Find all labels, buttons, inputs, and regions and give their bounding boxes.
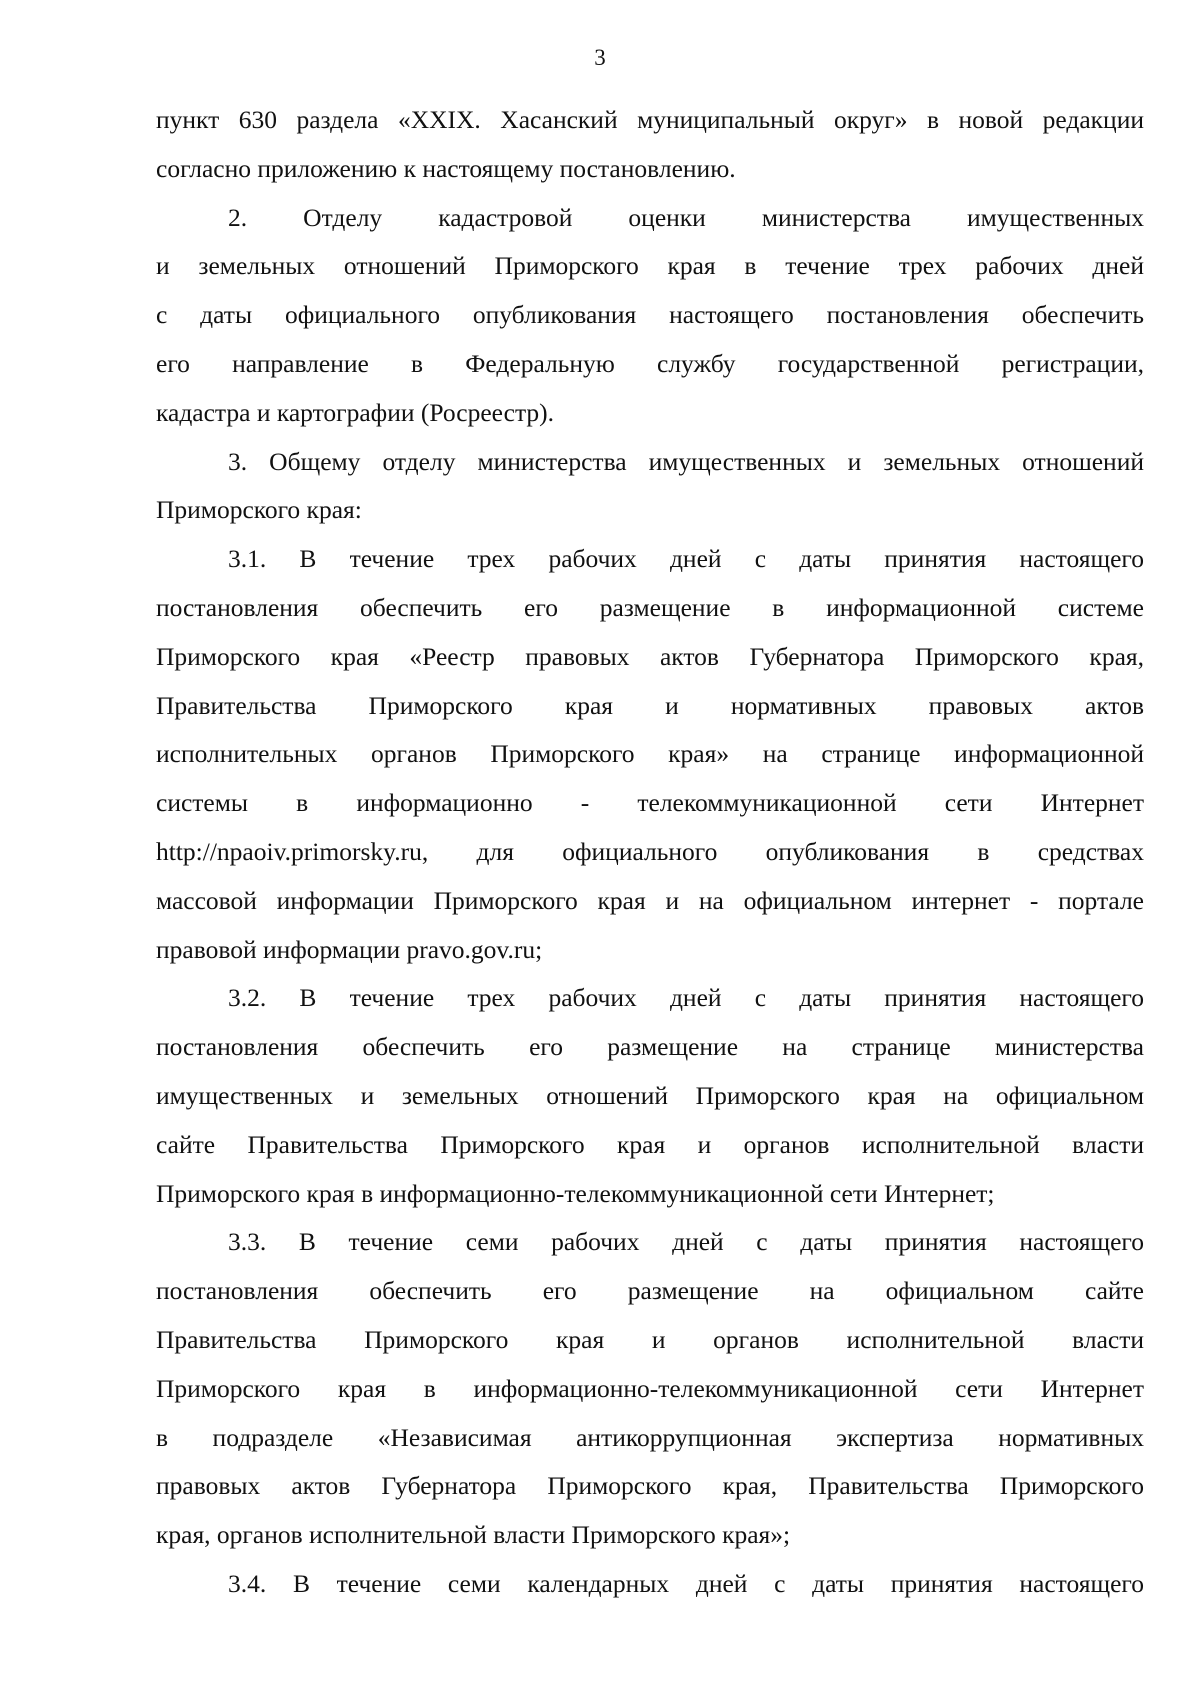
text-line: его направление в Федеральную службу государственной регистрации, — [156, 348, 1144, 378]
text-line: Правительства Приморского края и нормативных правовых актов — [156, 690, 1144, 720]
text-line: http://npaoiv.primorsky.ru, для официального опубликования в средствах — [156, 836, 1144, 866]
text-line: 3.4. В течение семи календарных дней с даты принятия настоящего — [228, 1568, 1144, 1598]
text-line: постановления обеспечить его размещение на странице министерства — [156, 1032, 1144, 1062]
text-line: края, органов исполнительной власти Приморского края»; — [156, 1520, 791, 1550]
text-line: кадастра и картографии (Росреестр). — [156, 397, 555, 427]
paragraph-continuation — [156, 96, 1144, 194]
text-line: и земельных отношений Приморского края в течение трех рабочих дней — [156, 251, 1144, 281]
text-line: пункт 630 раздела «XXIX. Хасанский муниципальный округ» в новой редакции — [156, 105, 1144, 134]
text-line: 3.3. В течение семи рабочих дней с даты принятия настоящего — [228, 1227, 1144, 1257]
paragraph-3-4 — [156, 1560, 1144, 1609]
text-line: сайте Правительства Приморского края и органов исполнительной власти — [156, 1129, 1144, 1159]
text-line: согласно приложению к настоящему постановлению. — [156, 153, 736, 183]
page-number: 3 — [594, 45, 606, 70]
text-line: постановления обеспечить его размещение на официальном сайте — [156, 1276, 1144, 1306]
text-line: системы в информационно - телекоммуникационной сети Интернет — [156, 788, 1144, 818]
text-line: массовой информации Приморского края и на официальном интернет - портале — [156, 885, 1144, 915]
paragraph-3-2 — [156, 974, 1144, 1218]
text-line: исполнительных органов Приморского края» на странице информационной — [156, 739, 1144, 769]
text-line: Приморского края «Реестр правовых актов Губернатора Приморского края, — [156, 641, 1144, 671]
paragraph-3 — [156, 438, 1144, 536]
text-line: постановления обеспечить его размещение в информационной системе — [156, 592, 1144, 622]
text-line: Приморского края в информационно-телекоммуникационной сети Интернет — [156, 1373, 1144, 1403]
document-body — [156, 96, 1144, 1609]
text-line: Правительства Приморского края и органов исполнительной власти — [156, 1324, 1144, 1354]
paragraph-2 — [156, 194, 1144, 438]
text-line: Приморского края: — [156, 495, 362, 525]
paragraph-3-1 — [156, 535, 1144, 974]
text-line: Приморского края в информационно-телекоммуникационной сети Интернет; — [156, 1178, 995, 1208]
text-line: имущественных и земельных отношений Приморского края на официальном — [156, 1080, 1144, 1110]
text-line: правовых актов Губернатора Приморского края, Правительства Приморского — [156, 1471, 1144, 1501]
text-line: 3. Общему отделу министерства имущественных и земельных отношений — [228, 446, 1144, 476]
text-line: правовой информации pravo.gov.ru; — [156, 934, 543, 964]
text-line: с даты официального опубликования настоящего постановления обеспечить — [156, 300, 1144, 330]
text-line: 3.1. В течение трех рабочих дней с даты принятия настоящего — [228, 544, 1144, 574]
text-line: в подразделе «Независимая антикоррупционная экспертиза нормативных — [156, 1422, 1144, 1452]
text-line: 3.2. В течение трех рабочих дней с даты принятия настоящего — [228, 983, 1144, 1013]
text-line: 2. Отделу кадастровой оценки министерства имущественных — [228, 202, 1144, 232]
paragraph-3-3 — [156, 1218, 1144, 1560]
